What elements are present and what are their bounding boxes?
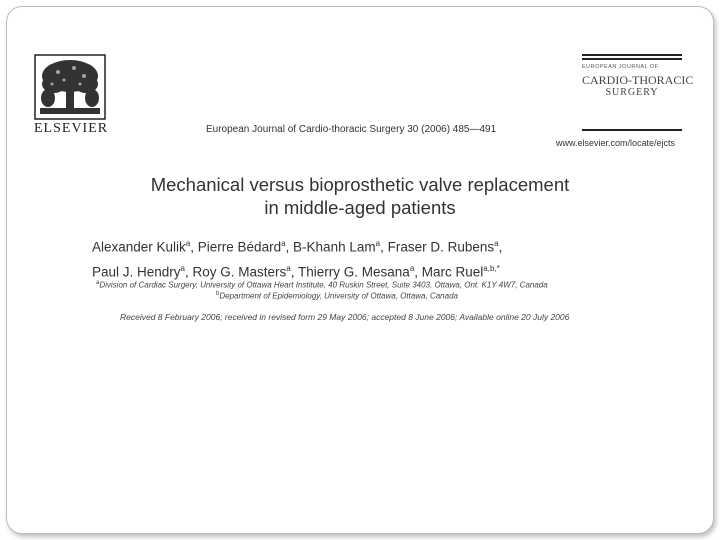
masthead-top-rule-2 [582, 58, 682, 60]
masthead-name-line1: CARDIO-THORACIC [582, 73, 694, 87]
author-sup: a [494, 239, 499, 248]
author-name: Alexander Kulik [92, 239, 186, 255]
author-list [92, 233, 652, 282]
affiliation-a [96, 280, 548, 290]
author-sep: , [285, 239, 294, 255]
author-sup: a [185, 239, 191, 248]
author-sep: , [185, 264, 193, 279]
author-name: Roy G. Masters [192, 264, 287, 279]
paper-title-line2: in middle-aged patients [264, 197, 456, 218]
masthead-bottom-rule [582, 129, 682, 131]
author-sep: , [290, 264, 299, 279]
masthead-small-line: EUROPEAN JOURNAL OF [582, 64, 659, 70]
author-sup: a,b,* [483, 263, 500, 273]
author-name: Pierre Bédard [197, 239, 282, 255]
author-sup: a [409, 263, 415, 273]
affiliation-sup: a [96, 280, 100, 286]
author-sup: a [286, 263, 291, 273]
author-sup: a [281, 239, 286, 248]
author-sup: a [180, 263, 185, 273]
journal-masthead [582, 50, 694, 140]
journal-citation: European Journal of Cardio-thoracic Surgery 30 (2006) 485—491 [206, 124, 497, 135]
author-sep: , [498, 239, 503, 255]
author-sep: , [414, 264, 422, 279]
author-sep: , [380, 239, 388, 255]
affiliation-sup: b [216, 291, 220, 297]
author-name: B-Khanh Lam [293, 239, 376, 255]
affiliation-text: Division of Cardiac Surgery, University of Ottawa Heart Institute, 40 Ruskin Street, Suite 3403, Ottawa, Ont. K1Y 4W7, Canada [99, 280, 548, 290]
elsevier-tree-logo-icon [34, 54, 106, 120]
author-sep: , [190, 239, 198, 255]
author-name: Paul J. Hendry [92, 264, 181, 279]
author-sup: a [375, 239, 381, 248]
affiliation-b [216, 291, 458, 301]
author-name: Thierry G. Mesana [298, 264, 410, 279]
masthead-name-line2: SURGERY [605, 87, 659, 98]
publisher-name: ELSEVIER [34, 121, 109, 136]
author-name: Fraser D. Rubens [387, 239, 495, 255]
publication-dates: Received 8 February 2006; received in revised form 29 May 2006; accepted 8 June 2006; Available online 20 July 2006 [120, 312, 570, 322]
affiliation-text: Department of Epidemiology, University of Ottawa, Ottawa, Canada [219, 291, 458, 301]
masthead-top-rule [582, 54, 682, 56]
paper-title-line1: Mechanical versus bioprosthetic valve replacement [150, 174, 570, 195]
journal-url[interactable]: www.elsevier.com/locate/ejcts [556, 138, 676, 148]
author-name: Marc Ruel [421, 264, 484, 279]
paper-title [120, 173, 600, 219]
